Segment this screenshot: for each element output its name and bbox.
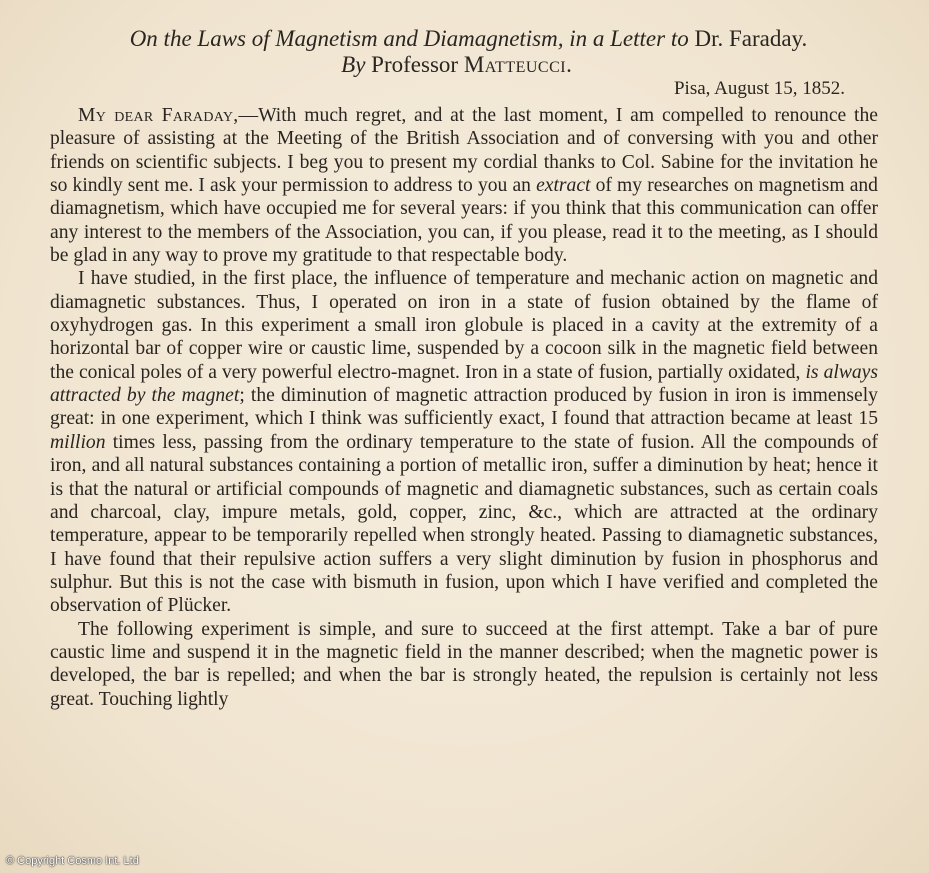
salutation: My dear Faraday, [78, 105, 239, 126]
byline-prefix: Professor [365, 52, 464, 77]
article-title-italic: On the Laws of Magnetism and Diamagnetism, in a Letter to [129, 26, 689, 51]
paragraph-2-text-b: ; the diminution of magnetic attraction produced by fusion in iron is immensely great: in one experiment, which I think was sufficiently exact, I found that attraction became at least 15 [50, 385, 878, 430]
paragraph-3-text: The following experiment is simple, and sure to succeed at the first attempt. Take a bar of pure caustic lime and suspend it in the magnetic field in the manner described; when the magnetic power is developed, the bar is repelled; and when the bar is strongly heated, the repulsion is certainly not less great. Touching lightly [50, 618, 878, 710]
paragraph-1-text-a: —With much regret, and at the last moment, I am compelled to renounce the pleasure of assisting at the Meeting of the British Association and of conversing with you and other friends on scientific subjects. I beg you to present my cordial thanks to Col. Sabine for the invitation he so kindly sent me. I ask your permission to address to you an [50, 105, 878, 197]
paragraph-2 [50, 267, 878, 617]
byline-author: Matteucci [463, 52, 567, 77]
letter-dateline: Pisa, August 15, 1852. [673, 78, 845, 99]
paragraph-1-text-b: of my researches on magnetism and diamagnetism, which have occupied me for several years: if you think that this communication can offer any interest to the members of the Association, you can, if you please, read it to the meeting, as I should be glad in any way to prove my gratitude to that respectable body. [50, 175, 878, 267]
paragraph-2-text-a: I have studied, in the first place, the influence of temperature and mechanic action on magnetic and diamagnetic substances. Thus, I operated on iron in a state of fusion obtained by the flame of oxyhydrogen gas. In this experiment a small iron globule is placed in a cavity at the extremity of a horizontal bar of copper wire or caustic lime, suspended by a cocoon silk in the magnetic field between the conical poles of a very powerful electro-magnet. Iron in a state of fusion, partially oxidated, [50, 268, 878, 383]
byline-period: . [566, 52, 572, 77]
article-title-recipient: Dr. Faraday. [688, 26, 808, 51]
paragraph-2-emphasis-1: is always attracted by the magnet [50, 361, 879, 407]
article-byline [0, 52, 921, 78]
paragraph-2-emphasis-2: million [50, 431, 106, 453]
byline-by: By [341, 52, 366, 77]
article-title [4, 26, 929, 52]
paragraph-1 [50, 104, 878, 267]
copyright-watermark: © Copyright Cosmo Int. Ltd [6, 855, 139, 867]
paragraph-3 [50, 618, 878, 711]
letter-body [50, 104, 878, 711]
paragraph-1-emphasis: extract [536, 175, 591, 197]
paragraph-2-text-c: times less, passing from the ordinary temperature to the state of fusion. All the compounds of iron, and all natural substances containing a portion of metallic iron, suffer a diminution by heat; hence it is that the natural or artificial compounds of magnetic and diamagnetic substances, such as certain coals and charcoal, clay, impure metals, gold, copper, zinc, &c., which are attracted at the ordinary temperature, appear to be temporarily repelled when strongly heated. Passing to diamagnetic substances, I have found that their repulsive action suffers a very slight diminution by fusion in phosphorus and sulphur. But this is not the case with bismuth in fusion, upon which I have verified and completed the observation of Plücker. [50, 431, 878, 617]
